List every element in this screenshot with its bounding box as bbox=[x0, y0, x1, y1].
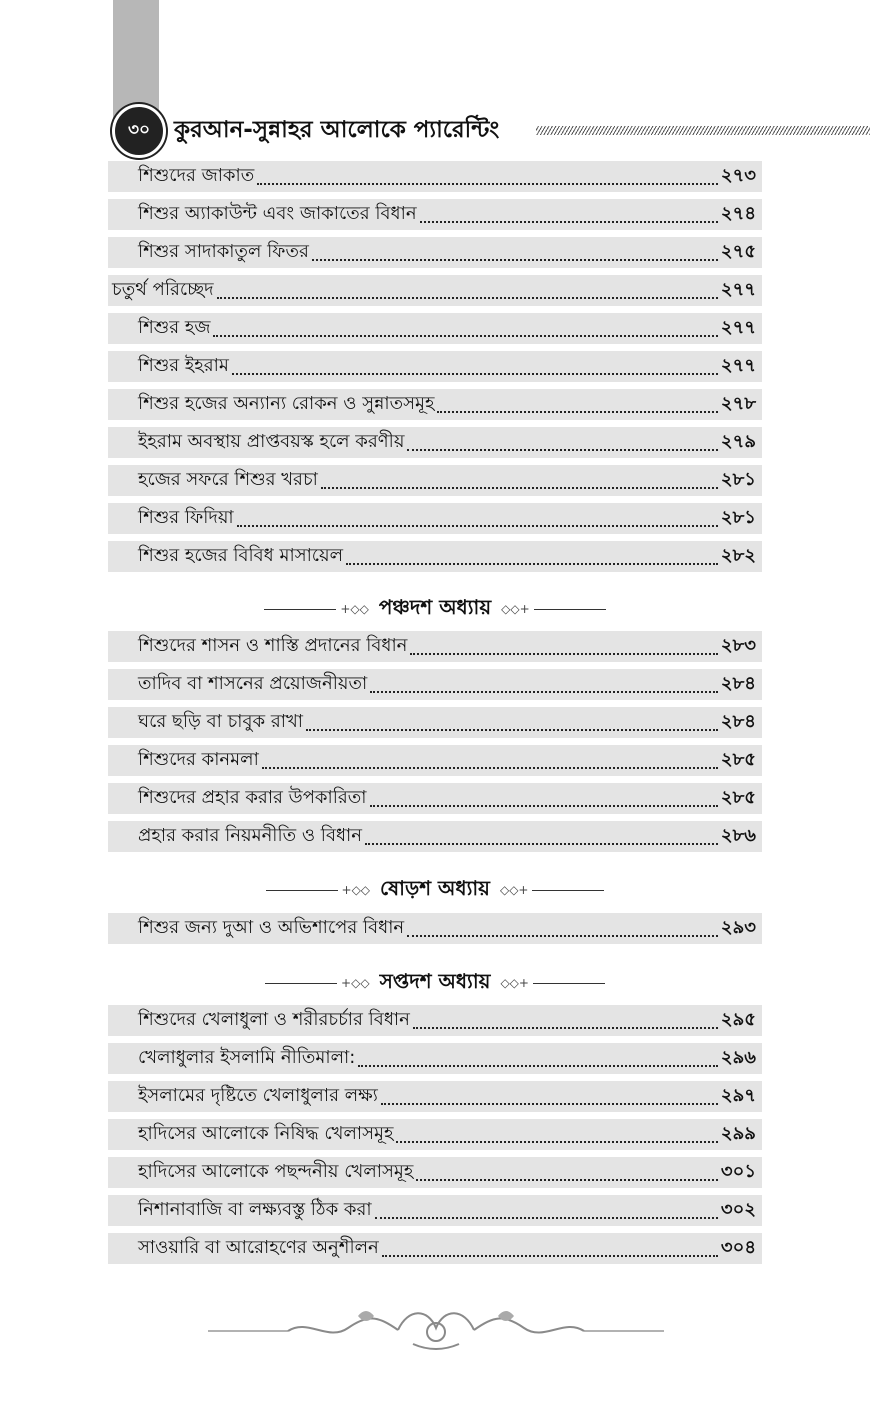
toc-entry[interactable] bbox=[108, 465, 762, 496]
toc-entry[interactable] bbox=[108, 707, 762, 738]
toc-entry-title: তাদিব বা শাসনের প্রয়োজনীয়তা bbox=[138, 673, 368, 694]
diamond-ornament-icon: +◇◇ bbox=[340, 602, 369, 616]
chapter-heading bbox=[240, 594, 630, 624]
toc-entry-page: ২৮৫ bbox=[720, 787, 756, 808]
toc-entry[interactable] bbox=[108, 1233, 762, 1264]
toc-entry-page: ২৭৭ bbox=[720, 317, 756, 338]
dot-leader bbox=[407, 935, 718, 937]
toc-entry-title: শিশুর হজ bbox=[138, 317, 211, 338]
dot-leader bbox=[358, 1065, 718, 1067]
dot-leader bbox=[237, 525, 718, 527]
dot-leader bbox=[416, 1179, 718, 1181]
toc-entry[interactable] bbox=[108, 745, 762, 776]
toc-entry[interactable] bbox=[108, 783, 762, 814]
toc-entry[interactable] bbox=[108, 503, 762, 534]
toc-entry-page: ২৭৪ bbox=[720, 203, 756, 224]
chapter-rule-right bbox=[532, 890, 604, 891]
toc-entry[interactable] bbox=[108, 1005, 762, 1036]
toc-entry-page: ২৮৪ bbox=[720, 711, 756, 732]
toc-entry-page: ২৯৬ bbox=[720, 1047, 756, 1068]
toc-entry-page: ২৭৮ bbox=[720, 393, 756, 414]
dot-leader bbox=[213, 335, 717, 337]
dot-leader bbox=[413, 1027, 718, 1029]
chapter-rule-left bbox=[266, 890, 338, 891]
toc-entry-title: শিশুর হজের অন্যান্য রোকন ও সুন্নাতসমূহ bbox=[138, 393, 435, 414]
toc-entry-title: খেলাধুলার ইসলামি নীতিমালা: bbox=[138, 1047, 356, 1068]
diamond-ornament-icon: ◇◇+ bbox=[499, 883, 529, 897]
dot-leader bbox=[407, 449, 717, 451]
toc-entry[interactable] bbox=[108, 275, 762, 306]
toc-entry-title: সাওয়ারি বা আরোহণের অনুশীলন bbox=[138, 1237, 379, 1258]
toc-entry[interactable] bbox=[108, 1043, 762, 1074]
chapter-rule-left bbox=[265, 983, 337, 984]
dot-leader bbox=[420, 221, 718, 223]
toc-entry-title: হাদিসের আলোকে নিষিদ্ধ খেলাসমূহ bbox=[138, 1123, 394, 1144]
toc-entry-page: ২৮৬ bbox=[720, 825, 756, 846]
toc-entry-page: ২৭৭ bbox=[720, 355, 756, 376]
toc-entry-page: ২৯৭ bbox=[720, 1085, 756, 1106]
toc-entry[interactable] bbox=[108, 631, 762, 662]
diamond-ornament-icon: ◇◇+ bbox=[500, 976, 529, 990]
toc-entry-page: ৩০২ bbox=[720, 1199, 756, 1220]
toc-entry-page: ২৮৩ bbox=[720, 635, 756, 656]
toc-entry-title: শিশুর হজের বিবিধ মাসায়েল bbox=[138, 545, 344, 566]
toc-entry-title: চতুর্থ পরিচ্ছেদ bbox=[112, 279, 214, 300]
toc-entry-title: শিশুদের খেলাধুলা ও শরীরচর্চার বিধান bbox=[138, 1009, 410, 1030]
toc-entry-page: ২৮২ bbox=[720, 545, 756, 566]
dot-leader bbox=[365, 843, 718, 845]
toc-entry-title: শিশুর ফিদিয়া bbox=[138, 507, 234, 528]
dot-leader bbox=[306, 729, 718, 731]
dot-leader bbox=[382, 1255, 718, 1257]
dot-leader bbox=[437, 411, 717, 413]
toc-entry-title: ইহরাম অবস্থায় প্রাপ্তবয়স্ক হলে করণীয় bbox=[138, 431, 405, 452]
chapter-title: ষোড়শ অধ্যায় bbox=[380, 875, 490, 900]
dot-leader bbox=[321, 487, 718, 489]
header-rule bbox=[536, 126, 870, 135]
toc-entry-page: ২৭৩ bbox=[720, 165, 756, 186]
dot-leader bbox=[381, 1103, 718, 1105]
diamond-ornament-icon: +◇◇ bbox=[341, 976, 370, 990]
toc-entry-title: শিশুদের শাসন ও শাস্তি প্রদানের বিধান bbox=[138, 635, 408, 656]
toc-entry-title: শিশুদের কানমলা bbox=[138, 749, 259, 770]
diamond-ornament-icon: +◇◇ bbox=[341, 883, 371, 897]
toc-entry-page: ৩০১ bbox=[720, 1161, 756, 1182]
chapter-title: সপ্তদশ অধ্যায় bbox=[379, 968, 491, 993]
toc-entry-page: ২৭৯ bbox=[720, 431, 756, 452]
dot-leader bbox=[257, 183, 718, 185]
toc-entry[interactable] bbox=[108, 669, 762, 700]
toc-entry[interactable] bbox=[108, 1119, 762, 1150]
toc-entry-title: হজের সফরে শিশুর খরচা bbox=[138, 469, 318, 490]
toc-entry[interactable] bbox=[108, 821, 762, 852]
toc-entry-page: ২৮৪ bbox=[720, 673, 756, 694]
chapter-rule-right bbox=[533, 983, 605, 984]
toc-entry-page: ২৭৫ bbox=[720, 241, 756, 262]
toc-entry-page: ২৮১ bbox=[720, 507, 756, 528]
toc-entry-title: হাদিসের আলোকে পছন্দনীয় খেলাসমূহ bbox=[138, 1161, 414, 1182]
toc-entry[interactable] bbox=[108, 1195, 762, 1226]
toc-entry-page: ২৯৯ bbox=[720, 1123, 756, 1144]
toc-entry-page: ২৯৫ bbox=[720, 1009, 756, 1030]
toc-entry-page: ৩০৪ bbox=[720, 1237, 756, 1258]
diamond-ornament-icon: ◇◇+ bbox=[501, 602, 530, 616]
dot-leader bbox=[410, 653, 717, 655]
toc-entry-title: ইসলামের দৃষ্টিতে খেলাধুলার লক্ষ্য bbox=[138, 1085, 378, 1106]
toc-entry[interactable] bbox=[108, 161, 762, 192]
dot-leader bbox=[232, 373, 718, 375]
chapter-heading bbox=[240, 875, 630, 905]
dot-leader bbox=[312, 259, 718, 261]
chapter-rule-left bbox=[264, 609, 336, 610]
chapter-rule-right bbox=[534, 609, 606, 610]
toc-entry-page: ২৯৩ bbox=[720, 917, 756, 938]
page-tab-marker bbox=[113, 0, 159, 120]
running-title: কুরআন-সুন্নাহর আলোকে প্যারেন্টিং bbox=[174, 117, 500, 143]
toc-entry-page: ২৮৫ bbox=[720, 749, 756, 770]
toc-entry-title: ঘরে ছড়ি বা চাবুক রাখা bbox=[138, 711, 303, 732]
chapter-title: পঞ্চদশ অধ্যায় bbox=[378, 594, 492, 619]
toc-entry[interactable] bbox=[108, 913, 762, 944]
toc-entry-page: ২৮১ bbox=[720, 469, 756, 490]
dot-leader bbox=[396, 1141, 717, 1143]
toc-entry-title: শিশুদের প্রহার করার উপকারিতা bbox=[138, 787, 367, 808]
page-number-badge: ৩০ bbox=[112, 104, 166, 158]
toc-entry-title: শিশুদের জাকাত bbox=[138, 165, 255, 186]
toc-entry[interactable] bbox=[108, 351, 762, 382]
dot-leader bbox=[217, 297, 718, 299]
toc-entry[interactable] bbox=[108, 1081, 762, 1112]
footer-ornament-icon bbox=[208, 1298, 664, 1354]
toc-entry-page: ২৭৭ bbox=[720, 279, 756, 300]
toc-entry[interactable] bbox=[108, 237, 762, 268]
toc-entry[interactable] bbox=[108, 1157, 762, 1188]
toc-entry[interactable] bbox=[108, 199, 762, 230]
toc-entry[interactable] bbox=[108, 313, 762, 344]
dot-leader bbox=[370, 691, 718, 693]
toc-entry[interactable] bbox=[108, 427, 762, 458]
toc-entry[interactable] bbox=[108, 541, 762, 572]
toc-entry[interactable] bbox=[108, 389, 762, 420]
toc-entry-title: নিশানাবাজি বা লক্ষ্যবস্তু ঠিক করা bbox=[138, 1199, 372, 1220]
dot-leader bbox=[370, 805, 718, 807]
chapter-heading bbox=[240, 968, 630, 998]
dot-leader bbox=[375, 1217, 718, 1219]
dot-leader bbox=[346, 563, 718, 565]
toc-entry-title: শিশুর ইহরাম bbox=[138, 355, 229, 376]
toc-entry-title: শিশুর সাদাকাতুল ফিতর bbox=[138, 241, 309, 262]
dot-leader bbox=[262, 767, 718, 769]
toc-entry-title: শিশুর অ্যাকাউন্ট এবং জাকাতের বিধান bbox=[138, 203, 417, 224]
toc-entry-title: শিশুর জন্য দুআ ও অভিশাপের বিধান bbox=[138, 917, 405, 938]
toc-entry-title: প্রহার করার নিয়মনীতি ও বিধান bbox=[138, 825, 363, 846]
